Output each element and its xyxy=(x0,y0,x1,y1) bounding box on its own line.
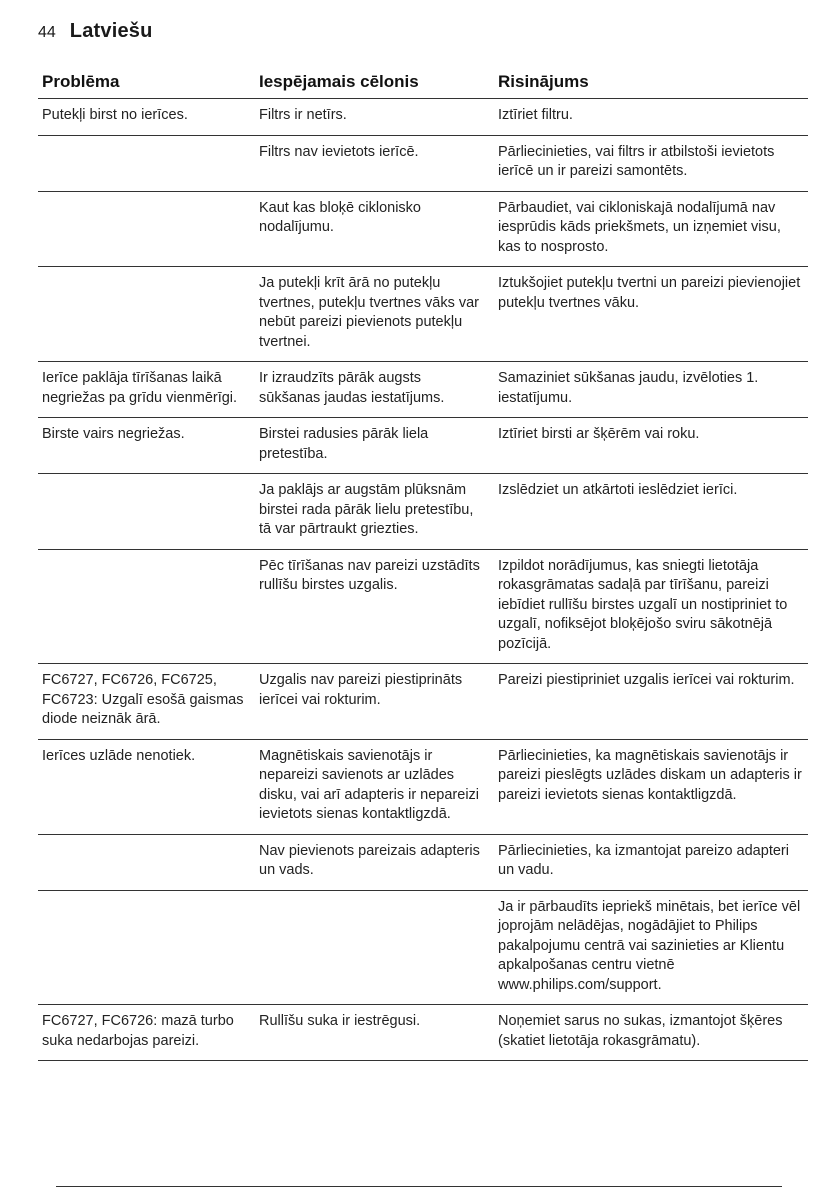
cell-solution: Ja ir pārbaudīts iepriekš minētais, bet ierīce vēl joprojām nelādējas, nogādājiet to Philips pakalpojumu centrā vai sazinieties ar Klientu apkalpošanas centru vietnē www.philips.com/support. xyxy=(490,890,808,1005)
cell-cause: Kaut kas bloķē ciklonisko nodalījumu. xyxy=(255,191,490,267)
cell-problem: FC6727, FC6726, FC6725, FC6723: Uzgalī esošā gaismas diode neiznāk ārā. xyxy=(38,664,255,740)
cell-solution: Pārliecinieties, ka magnētiskais savienotājs ir pareizi pieslēgts uzlādes diskam un adapteris ir pareizi ievietots sienas kontaktligzdā. xyxy=(490,739,808,834)
footer-divider xyxy=(56,1186,782,1187)
cell-cause xyxy=(255,890,490,1005)
cell-cause: Ir izraudzīts pārāk augsts sūkšanas jaudas iestatījums. xyxy=(255,362,490,418)
cell-solution: Iztīriet birsti ar šķērēm vai roku. xyxy=(490,418,808,474)
cell-problem xyxy=(38,549,255,664)
cell-solution: Iztīriet filtru. xyxy=(490,99,808,136)
table-row xyxy=(38,739,808,834)
cell-cause: Uzgalis nav pareizi piestiprināts ierīcei vai rokturim. xyxy=(255,664,490,740)
cell-solution: Pārliecinieties, vai filtrs ir atbilstoši ievietots ierīcē un ir pareizi samontēts. xyxy=(490,135,808,191)
cell-problem: Ierīce paklāja tīrīšanas laikā negriežas pa grīdu vienmērīgi. xyxy=(38,362,255,418)
cell-problem: Birste vairs negriežas. xyxy=(38,418,255,474)
table-row xyxy=(38,890,808,1005)
section-title: Latviešu xyxy=(69,20,153,42)
cell-solution: Iztukšojiet putekļu tvertni un pareizi pievienojiet putekļu tvertnes vāku. xyxy=(490,267,808,362)
cell-problem xyxy=(38,834,255,890)
cell-cause: Ja putekļi krīt ārā no putekļu tvertnes, putekļu tvertnes vāks var nebūt pareizi pievienots putekļu tvertnei. xyxy=(255,267,490,362)
cell-cause: Nav pievienots pareizais adapteris un vads. xyxy=(255,834,490,890)
table-row xyxy=(38,664,808,740)
cell-problem xyxy=(38,191,255,267)
cell-cause: Magnētiskais savienotājs ir nepareizi savienots ar uzlādes disku, vai arī adapteris ir nepareizi ievietots sienas kontaktligzdā. xyxy=(255,739,490,834)
cell-problem: Putekļi birst no ierīces. xyxy=(38,99,255,136)
table-row xyxy=(38,135,808,191)
cell-cause: Rullīšu suka ir iestrēgusi. xyxy=(255,1005,490,1061)
cell-cause: Filtrs ir netīrs. xyxy=(255,99,490,136)
table-row xyxy=(38,418,808,474)
column-header-solution: Risinājums xyxy=(490,70,808,99)
table-header-row xyxy=(38,70,808,99)
cell-cause: Filtrs nav ievietots ierīcē. xyxy=(255,135,490,191)
cell-problem xyxy=(38,267,255,362)
table-row xyxy=(38,362,808,418)
cell-problem xyxy=(38,474,255,550)
cell-solution: Samaziniet sūkšanas jaudu, izvēloties 1. iestatījumu. xyxy=(490,362,808,418)
table-row xyxy=(38,1005,808,1061)
column-header-problem: Problēma xyxy=(38,70,255,99)
column-header-cause: Iespējamais cēlonis xyxy=(255,70,490,99)
page-number: 44 xyxy=(38,24,56,41)
table-row xyxy=(38,549,808,664)
page-header xyxy=(38,20,153,43)
table-row xyxy=(38,99,808,136)
cell-cause: Ja paklājs ar augstām plūksnām birstei rada pārāk lielu pretestību, tā var pārtraukt griezties. xyxy=(255,474,490,550)
table-row xyxy=(38,474,808,550)
table-body xyxy=(38,99,808,1061)
troubleshooting-table xyxy=(38,70,808,1061)
table-row xyxy=(38,191,808,267)
cell-solution: Pārbaudiet, vai cikloniskajā nodalījumā nav iesprūdis kāds priekšmets, un izņemiet visu, kas to nosprosto. xyxy=(490,191,808,267)
cell-problem xyxy=(38,890,255,1005)
cell-cause: Pēc tīrīšanas nav pareizi uzstādīts rullīšu birstes uzgalis. xyxy=(255,549,490,664)
cell-problem: Ierīces uzlāde nenotiek. xyxy=(38,739,255,834)
cell-solution: Izpildot norādījumus, kas sniegti lietotāja rokasgrāmatas sadaļā par tīrīšanu, pareizi iebīdiet rullīšu birstes uzgalī un nostipriniet to uzgalī, nofiksējot bloķējošo sviru sākotnējā pozīcijā. xyxy=(490,549,808,664)
cell-solution: Pārliecinieties, ka izmantojat pareizo adapteri un vadu. xyxy=(490,834,808,890)
cell-problem xyxy=(38,135,255,191)
cell-solution: Izslēdziet un atkārtoti ieslēdziet ierīci. xyxy=(490,474,808,550)
cell-solution: Pareizi piestipriniet uzgalis ierīcei vai rokturim. xyxy=(490,664,808,740)
table-row xyxy=(38,267,808,362)
cell-problem: FC6727, FC6726: mazā turbo suka nedarbojas pareizi. xyxy=(38,1005,255,1061)
table-row xyxy=(38,834,808,890)
cell-cause: Birstei radusies pārāk liela pretestība. xyxy=(255,418,490,474)
cell-solution: Noņemiet sarus no sukas, izmantojot šķēres (skatiet lietotāja rokasgrāmatu). xyxy=(490,1005,808,1061)
